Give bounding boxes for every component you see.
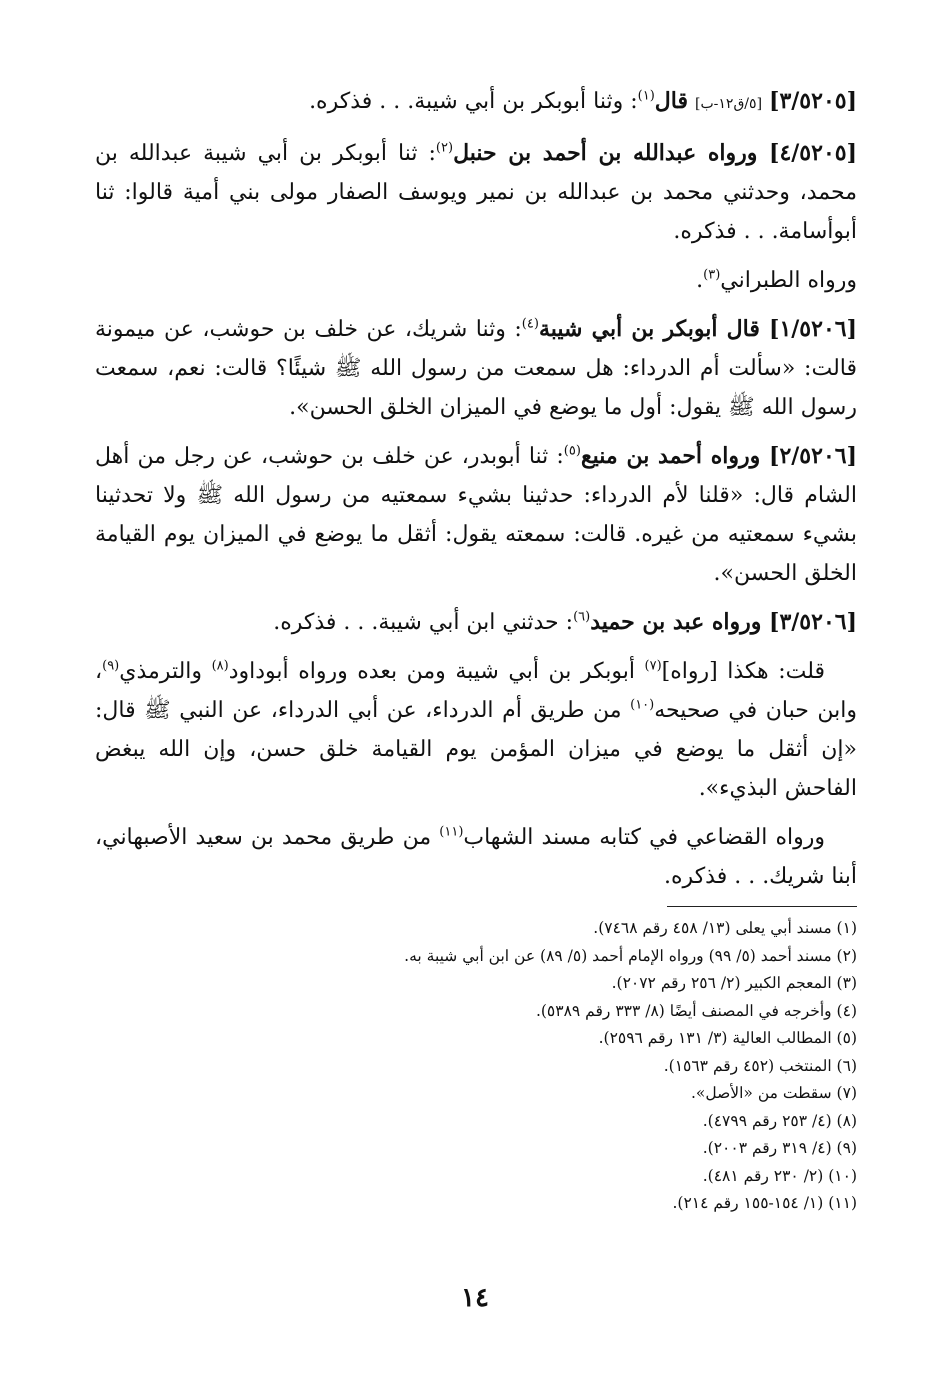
footnote-ref: (٤)	[521, 316, 539, 332]
paragraph-5206-2	[95, 437, 857, 593]
footnote: (٣) المعجم الكبير (٢/ ٢٥٦ رقم ٢٠٧٢).	[611, 974, 857, 992]
footnote-ref: (١٠)	[630, 697, 655, 713]
paragraph-qudai	[95, 818, 857, 896]
footnote: (٦) المنتخب (٤٥٢ رقم ١٥٦٣).	[663, 1056, 857, 1075]
paragraph-text: أبوبكر بن أبي شيبة ومن بعده ورواه أبوداود	[228, 659, 645, 684]
paragraph-end: .	[696, 268, 704, 293]
hadith-heading: [١/٥٢٠٦] قال أبوبكر بن أبي شيبة	[538, 316, 857, 342]
paragraph-text: : وثنا شريك، عن خلف بن حوشب، عن ميمونة قالت: «سألت أم الدرداء: هل سمعت من رسول الله ﷺ شيئًا؟ قالت: نعم، سمعت رسول الله ﷺ يقول: أول ما يوضع في الميزان الخلق الحسن».	[95, 317, 857, 420]
paragraph-text: : ثنا أبوبكر بن أبي شيبة عبدالله بن محمد، وحدثني محمد بن عبدالله بن نمير ويوسف الصفار مولى بني أمية قالوا: ثنا أبوأسامة. . . فذكره.	[95, 141, 857, 244]
paragraph-5205-4	[95, 134, 857, 251]
paragraph-tabarani	[95, 261, 857, 300]
paragraph-qult	[95, 652, 857, 808]
narrator-label: قال	[654, 88, 689, 114]
footnote-ref: (١)	[637, 88, 655, 104]
paragraph-text: ورواه القضاعي في كتابه مسند الشهاب	[463, 825, 825, 850]
page-number: ١٤	[461, 1283, 489, 1313]
paragraph-text: ، وابن حبان في صحيحه	[95, 659, 857, 723]
paragraph-text: قلت: هكذا [رواه]	[661, 659, 826, 684]
footnote-ref: (٣)	[703, 267, 721, 283]
hadith-heading: [٤/٥٢٠٥] ورواه عبدالله بن أحمد بن حنبل	[453, 140, 857, 166]
paragraph-5206-3	[95, 603, 857, 642]
footnote: (٤) وأخرجه في المصنف أيضًا (٨/ ٣٣٣ رقم ٥٣٨٩).	[535, 1001, 857, 1020]
footnote: (٩) (٤/ ٣١٩ رقم ٢٠٠٣).	[702, 1139, 857, 1157]
footnote: (٢) مسند أحمد (٥/ ٩٩) ورواه الإمام أحمد (٥/ ٨٩) عن ابن أبي شيبة به.	[404, 946, 857, 965]
hadith-number: [٣/٥٢٠٥]	[769, 88, 857, 114]
footnote-ref: (١١)	[439, 824, 464, 840]
manuscript-reference: [٥/ق١٢-ب]	[695, 96, 763, 112]
footnote: (١) مسند أبي يعلى (١٣/ ٤٥٨ رقم ٧٤٦٨).	[593, 919, 857, 937]
footnote: (٧) سقطت من «الأصل».	[690, 1084, 857, 1102]
footnote-divider	[667, 906, 857, 907]
footnote: (١١) (١/ ١٥٤-١٥٥ رقم ٢١٤).	[672, 1194, 857, 1212]
paragraph-text: من طريق محمد بن سعيد الأصبهاني، أبنا شريك. . . فذكره.	[95, 825, 857, 889]
page-body	[95, 82, 857, 1218]
footnote: (١٠) (٢/ ٢٣٠ رقم ٤٨١).	[702, 1166, 857, 1185]
paragraph-text: : ثنا أبوبدر، عن خلف بن حوشب، عن رجل من أهل الشام قال: «قلنا لأم الدرداء: حدثينا بشيء سمعتيه من رسول الله ﷺ ولا تحدثينا بشيء سمعتيه من غيره. قالت: سمعته يقول: أثقل ما يوضع في الميزان يوم القيامة الخلق الحسن».	[95, 444, 857, 586]
paragraph-text: من طريق أم الدرداء، عن أبي الدرداء، عن النبي ﷺ قال: «إن أثقل ما يوضع في ميزان المؤمن يوم القيامة خلق حسن، وإن الله يبغض الفاحش البذيء».	[95, 698, 857, 801]
paragraph-5205-3	[95, 82, 857, 124]
footnote: (٥) المطالب العالية (٣/ ١٣١ رقم ٢٥٩٦).	[598, 1029, 857, 1047]
paragraph-text: : حدثني ابن أبي شيبة. . . فذكره.	[273, 610, 574, 635]
footnote: (٨) (٤/ ٢٥٣ رقم ٤٧٩٩).	[702, 1111, 857, 1130]
footnote-ref: (٩)	[102, 658, 120, 674]
footnote-ref: (٥)	[563, 443, 581, 459]
footnotes	[95, 915, 857, 1218]
hadith-heading: [٢/٥٢٠٦] ورواه أحمد بن منيع	[580, 443, 857, 469]
paragraph-text: والترمذي	[119, 659, 212, 684]
footnote-ref: (٦)	[573, 609, 591, 625]
paragraph-text: ورواه الطبراني	[720, 268, 857, 293]
paragraph-5206-1	[95, 310, 857, 427]
hadith-heading: [٣/٥٢٠٦] ورواه عبد بن حميد	[590, 609, 857, 635]
paragraph-text: : وثنا أبوبكر بن أبي شيبة. . . فذكره.	[309, 89, 638, 114]
footnote-ref: (٧)	[644, 658, 662, 674]
footnote-ref: (٨)	[211, 658, 229, 674]
footnote-ref: (٢)	[435, 140, 454, 156]
